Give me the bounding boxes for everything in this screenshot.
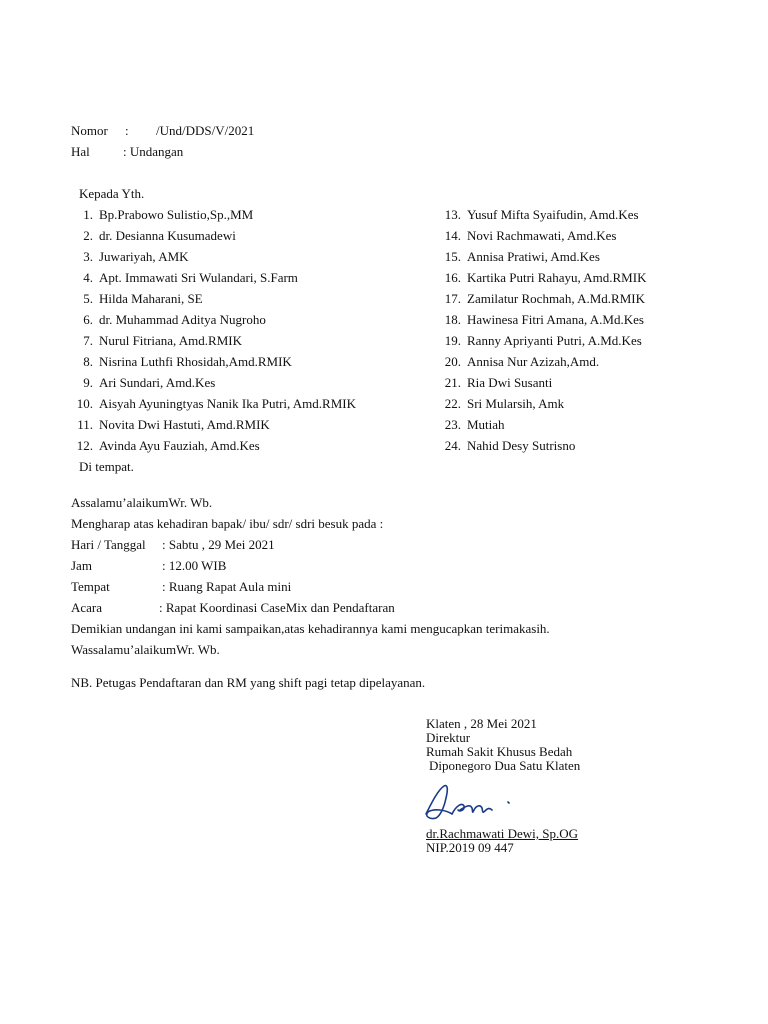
recipient-name: Hawinesa Fitri Amana, A.Md.Kes	[467, 312, 644, 327]
recipient-name: Avinda Ayu Fauziah, Amd.Kes	[99, 438, 260, 453]
recipient-name: Yusuf Mifta Syaifudin, Amd.Kes	[467, 207, 639, 222]
recipient-number: 7.	[83, 333, 93, 348]
recipient-number: 8.	[83, 354, 93, 369]
recipient-number: 22.	[444, 396, 461, 411]
recipient-number: 16.	[444, 270, 461, 285]
recipient-number: 14.	[444, 228, 461, 243]
note-text: NB. Petugas Pendaftaran dan RM yang shift pagi tetap dipelayanan.	[71, 675, 426, 690]
recipient-number: 3.	[83, 249, 93, 264]
recipient-name: Ari Sundari, Amd.Kes	[99, 375, 216, 390]
recipient-number: 15.	[444, 249, 461, 264]
detail-label-date: Hari / Tanggal	[71, 537, 146, 552]
recipient-number: 2.	[83, 228, 93, 243]
recipient-name: Apt. Immawati Sri Wulandari, S.Farm	[99, 270, 298, 285]
detail-label-place: Tempat	[71, 579, 110, 594]
recipient-name: Annisa Nur Azizah,Amd.	[467, 354, 600, 369]
org-line-2: Diponegoro Dua Satu Klaten	[429, 758, 581, 773]
recipient-number: 1.	[83, 207, 93, 222]
signatory-title: Direktur	[426, 730, 471, 745]
recipient-number: 23.	[444, 417, 461, 432]
recipient-name: Mutiah	[467, 417, 505, 432]
recipient-number: 10.	[76, 396, 93, 411]
request-text: Mengharap atas kehadiran bapak/ ibu/ sdr/ sdri besuk pada :	[71, 516, 384, 531]
recipient-number: 4.	[83, 270, 93, 285]
detail-label-time: Jam	[71, 558, 92, 573]
recipient-name: Nahid Desy Sutrisno	[467, 438, 576, 453]
org-line-1: Rumah Sakit Khusus Bedah	[426, 744, 573, 759]
recipient-name: dr. Desianna Kusumadewi	[99, 228, 236, 243]
signatory-nip: NIP.2019 09 447	[426, 840, 514, 855]
greeting: Assalamu’alaikumWr. Wb.	[71, 495, 213, 510]
recipient-number: 6.	[83, 312, 93, 327]
recipient-name: Kartika Putri Rahayu, Amd.RMIK	[467, 270, 647, 285]
recipient-number: 9.	[83, 375, 93, 390]
handwritten-signature	[418, 780, 528, 830]
detail-value-place: : Ruang Rapat Aula mini	[162, 579, 292, 594]
recipient-number: 11.	[77, 417, 93, 432]
farewell-text: Wassalamu’alaikumWr. Wb.	[71, 642, 220, 657]
signatory-name: dr.Rachmawati Dewi, Sp.OG	[426, 826, 579, 841]
recipient-name: Ranny Apriyanti Putri, A.Md.Kes	[467, 333, 642, 348]
recipient-name: Nurul Fitriana, Amd.RMIK	[99, 333, 242, 348]
hal-value: : Undangan	[123, 144, 184, 159]
recipient-number: 20.	[444, 354, 461, 369]
recipient-number: 18.	[444, 312, 461, 327]
recipient-number: 19.	[444, 333, 461, 348]
recipients-intro: Kepada Yth.	[79, 186, 145, 201]
recipient-name: Ria Dwi Susanti	[467, 375, 553, 390]
detail-label-event: Acara	[71, 600, 103, 615]
recipient-name: Novita Dwi Hastuti, Amd.RMIK	[99, 417, 270, 432]
recipient-name: Bp.Prabowo Sulistio,Sp.,MM	[99, 207, 254, 222]
recipient-number: 17.	[444, 291, 461, 306]
hal-label: Hal	[71, 144, 90, 159]
recipient-name: Novi Rachmawati, Amd.Kes	[467, 228, 617, 243]
recipient-name: dr. Muhammad Aditya Nugroho	[99, 312, 266, 327]
recipient-name: Zamilatur Rochmah, A.Md.RMIK	[467, 291, 646, 306]
detail-value-time: : 12.00 WIB	[162, 558, 227, 573]
recipient-number: 24.	[444, 438, 461, 453]
recipient-name: Annisa Pratiwi, Amd.Kes	[467, 249, 600, 264]
recipient-number: 5.	[83, 291, 93, 306]
detail-value-event: : Rapat Koordinasi CaseMix dan Pendaftaran	[159, 600, 395, 615]
nomor-label: Nomor	[71, 123, 108, 138]
closing-text: Demikian undangan ini kami sampaikan,atas kehadirannya kami mengucapkan terimakasih.	[71, 621, 550, 636]
recipient-number: 12.	[76, 438, 93, 453]
place-date: Klaten , 28 Mei 2021	[426, 716, 537, 731]
recipient-name: Sri Mularsih, Amk	[467, 396, 565, 411]
recipient-name: Hilda Maharani, SE	[99, 291, 203, 306]
recipient-name: Aisyah Ayuningtyas Nanik Ika Putri, Amd.RMIK	[99, 396, 356, 411]
detail-value-date: : Sabtu , 29 Mei 2021	[162, 537, 275, 552]
nomor-value: /Und/DDS/V/2021	[156, 123, 255, 138]
recipient-number: 13.	[444, 207, 461, 222]
recipient-name: Nisrina Luthfi Rhosidah,Amd.RMIK	[99, 354, 292, 369]
recipient-number: 21.	[444, 375, 461, 390]
recipients-outro: Di tempat.	[79, 459, 134, 474]
recipient-name: Juwariyah, AMK	[99, 249, 189, 264]
nomor-colon: :	[125, 123, 129, 138]
